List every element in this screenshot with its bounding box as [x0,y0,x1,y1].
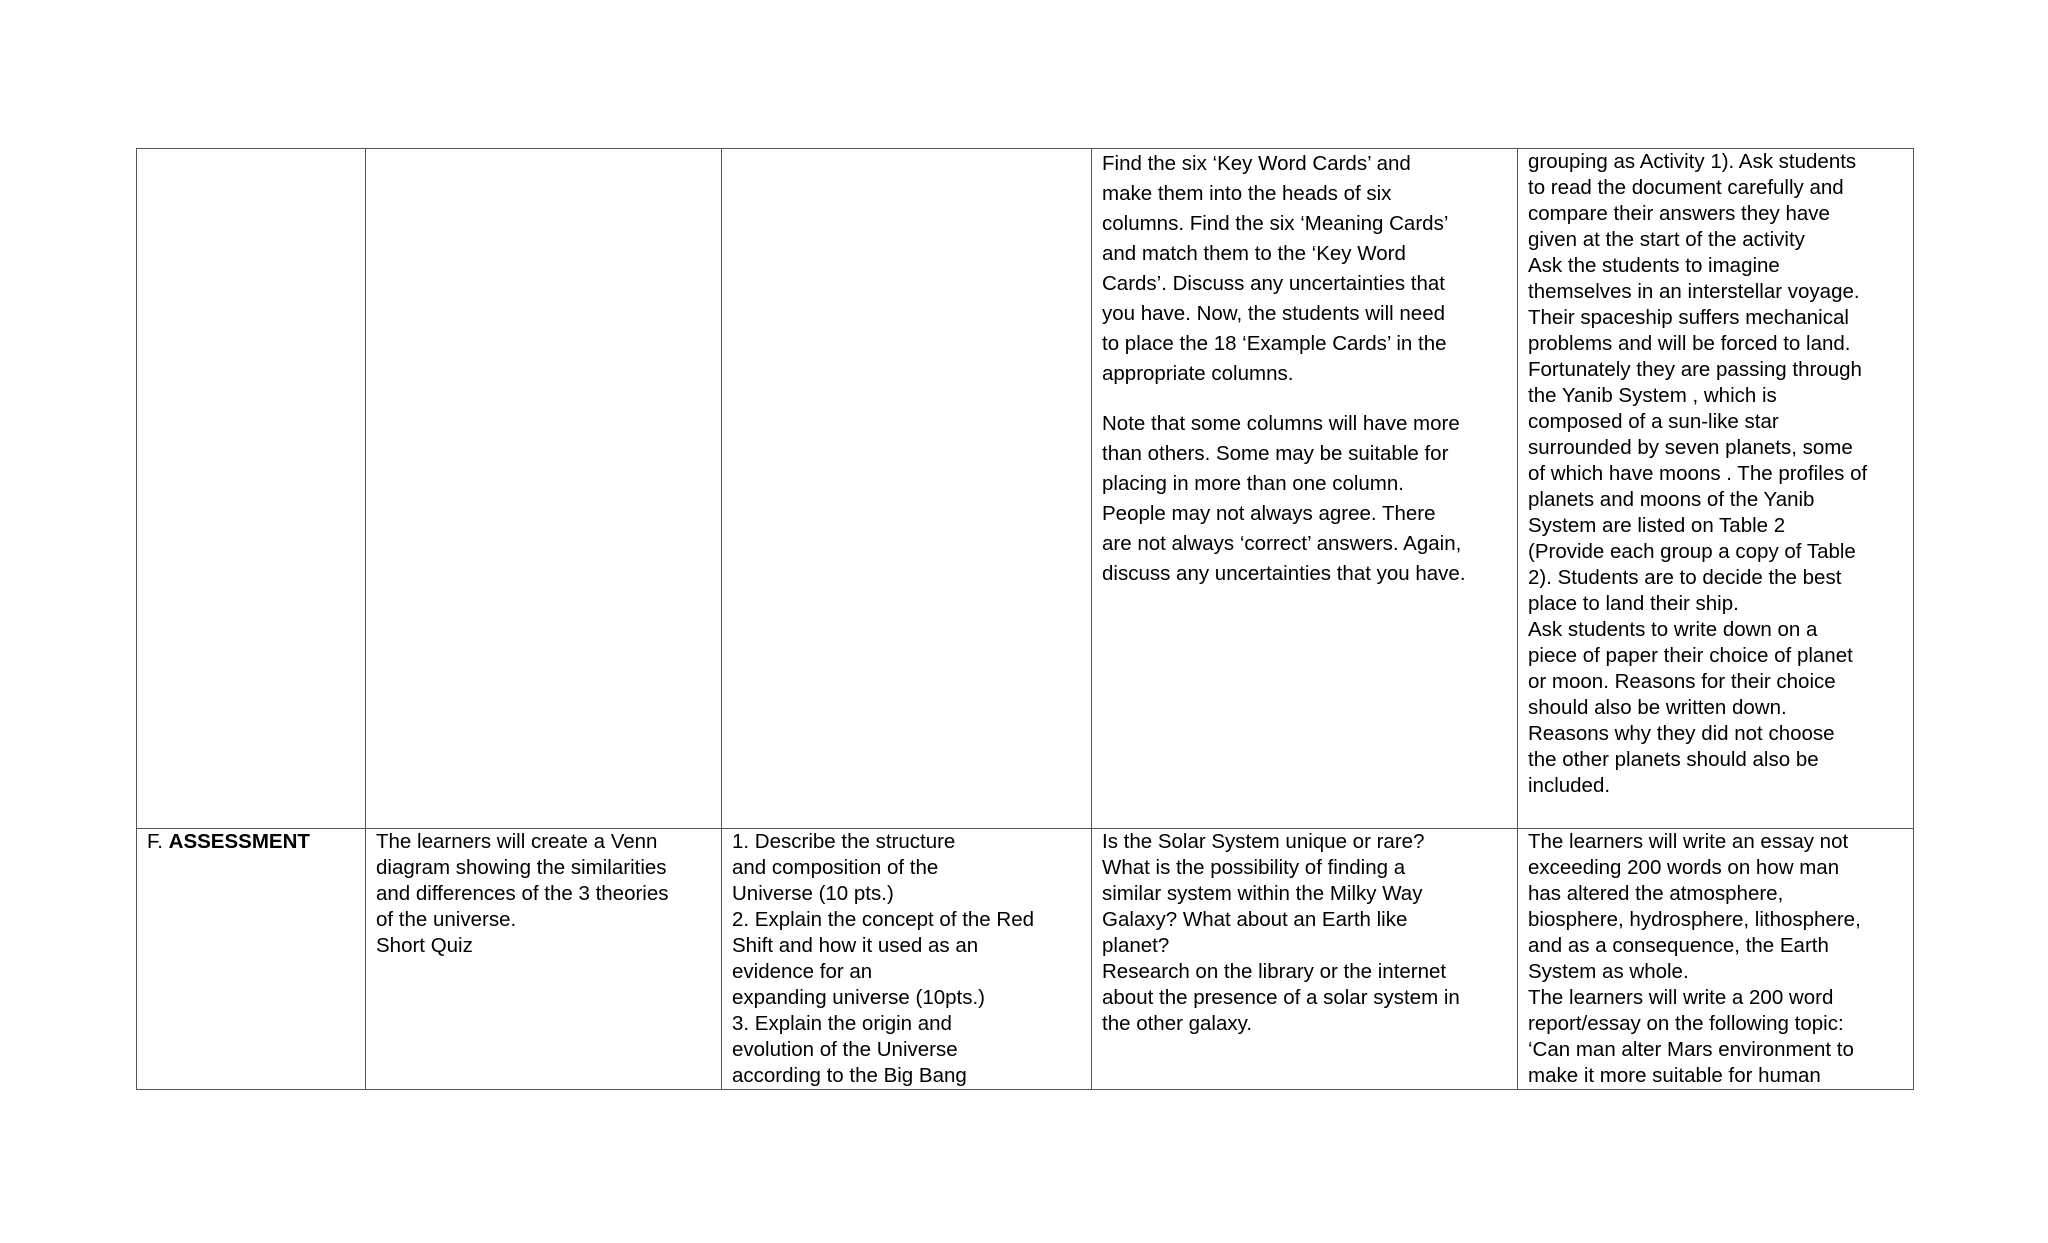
text-line: The learners will write an essay not [1528,830,1849,853]
text-line: 3. Explain the origin and [732,1012,952,1035]
text-line: the other galaxy. [1102,1012,1253,1035]
solar-system-research-text [1102,829,1507,1037]
text-line: themselves in an interstellar voyage. [1528,280,1860,303]
text-line: columns. Find the six ‘Meaning Cards’ [1102,212,1449,235]
text-line: make it more suitable for human [1528,1064,1821,1087]
text-line: Is the Solar System unique or rare? [1102,830,1425,853]
text-line: surrounded by seven planets, some [1528,436,1853,459]
text-line: People may not always agree. There [1102,502,1436,525]
text-line: Short Quiz [376,934,473,957]
text-line: The learners will create a Venn [376,830,658,853]
quiz-questions-text [732,829,1081,1089]
text-line: ‘Can man alter Mars environment to [1528,1038,1854,1061]
assessment-label: ASSESSMENT [168,830,310,853]
text-line: are not always ‘correct’ answers. Again, [1102,532,1462,555]
text-line: 2. Explain the concept of the Red [732,908,1035,931]
cell-assessment-label [137,829,366,1090]
cell-quiz-questions [722,829,1092,1090]
text-line: 1. Describe the structure [732,830,956,853]
text-line: and differences of the 3 theories [376,882,669,905]
text-line: evolution of the Universe [732,1038,958,1061]
lesson-plan-table [136,148,1914,1090]
text-line: The learners will write a 200 word [1528,986,1834,1009]
text-line: report/essay on the following topic: [1528,1012,1844,1035]
text-line: and match them to the ‘Key Word [1102,242,1406,265]
text-line: of which have moons . The profiles of [1528,462,1868,485]
text-line: Note that some columns will have more [1102,412,1460,435]
text-line: placing in more than one column. [1102,472,1404,495]
text-line: expanding universe (10pts.) [732,986,985,1009]
text-line: than others. Some may be suitable for [1102,442,1449,465]
text-line: Reasons why they did not choose [1528,722,1835,745]
essay-task-text [1528,829,1903,1089]
text-line: you have. Now, the students will need [1102,302,1446,325]
text-line: Universe (10 pts.) [732,882,894,905]
cell-yanib-activity [1518,149,1914,829]
text-line: place to land their ship. [1528,592,1739,615]
text-line: similar system within the Milky Way [1102,882,1423,905]
yanib-activity-text [1528,149,1903,799]
text-line: the other planets should also be [1528,748,1819,771]
cell-essay-task [1518,829,1914,1090]
text-line: planet? [1102,934,1170,957]
text-line: What is the possibility of finding a [1102,856,1406,879]
text-line: composed of a sun-like star [1528,410,1779,433]
text-line: discuss any uncertainties that you have. [1102,562,1466,585]
text-line: according to the Big Bang [732,1064,967,1087]
text-line: compare their answers they have [1528,202,1830,225]
text-line: planets and moons of the Yanib [1528,488,1815,511]
text-line: diagram showing the similarities [376,856,667,879]
text-line: exceeding 200 words on how man [1528,856,1840,879]
assessment-label-prefix: F. [147,830,169,853]
text-line: Cards’. Discuss any uncertainties that [1102,272,1445,295]
text-line: and composition of the [732,856,939,879]
text-line: about the presence of a solar system in [1102,986,1460,1009]
text-line: appropriate columns. [1102,362,1294,385]
text-line: problems and will be forced to land. [1528,332,1851,355]
text-line: has altered the atmosphere, [1528,882,1784,905]
cell-col3-empty [722,149,1092,829]
venn-diagram-text [376,829,711,959]
text-line: grouping as Activity 1). Ask students [1528,150,1857,173]
text-line: should also be written down. [1528,696,1787,719]
text-line: (Provide each group a copy of Table [1528,540,1856,563]
text-line: Ask students to write down on a [1528,618,1818,641]
text-line: of the universe. [376,908,517,931]
cell-col2-empty [366,149,722,829]
table-row-assessment [137,829,1914,1090]
cell-solar-system-research [1092,829,1518,1090]
text-line: Ask the students to imagine [1528,254,1780,277]
text-line: System are listed on Table 2 [1528,514,1786,537]
cell-venn-diagram [366,829,722,1090]
text-line: biosphere, hydrosphere, lithosphere, [1528,908,1861,931]
text-line: Galaxy? What about an Earth like [1102,908,1408,931]
text-line: 2). Students are to decide the best [1528,566,1842,589]
text-line: or moon. Reasons for their choice [1528,670,1836,693]
text-line: Fortunately they are passing through [1528,358,1862,381]
text-line: Their spaceship suffers mechanical [1528,306,1849,329]
text-line: Shift and how it used as an [732,934,979,957]
cell-label-empty [137,149,366,829]
text-line: to read the document carefully and [1528,176,1844,199]
text-line: Research on the library or the internet [1102,960,1447,983]
text-line: and as a consequence, the Earth [1528,934,1829,957]
columns-note-paragraph [1102,409,1507,589]
cell-key-word-cards [1092,149,1518,829]
text-line: evidence for an [732,960,873,983]
text-line: given at the start of the activity [1528,228,1805,251]
text-line: System as whole. [1528,960,1689,983]
table-row-continuation [137,149,1914,829]
key-word-cards-paragraph [1102,149,1507,389]
text-line: to place the 18 ‘Example Cards’ in the [1102,332,1447,355]
text-line: the Yanib System , which is [1528,384,1777,407]
text-line: make them into the heads of six [1102,182,1392,205]
text-line: piece of paper their choice of planet [1528,644,1853,667]
text-line: Find the six ‘Key Word Cards’ and [1102,152,1411,175]
text-line: included. [1528,774,1611,797]
